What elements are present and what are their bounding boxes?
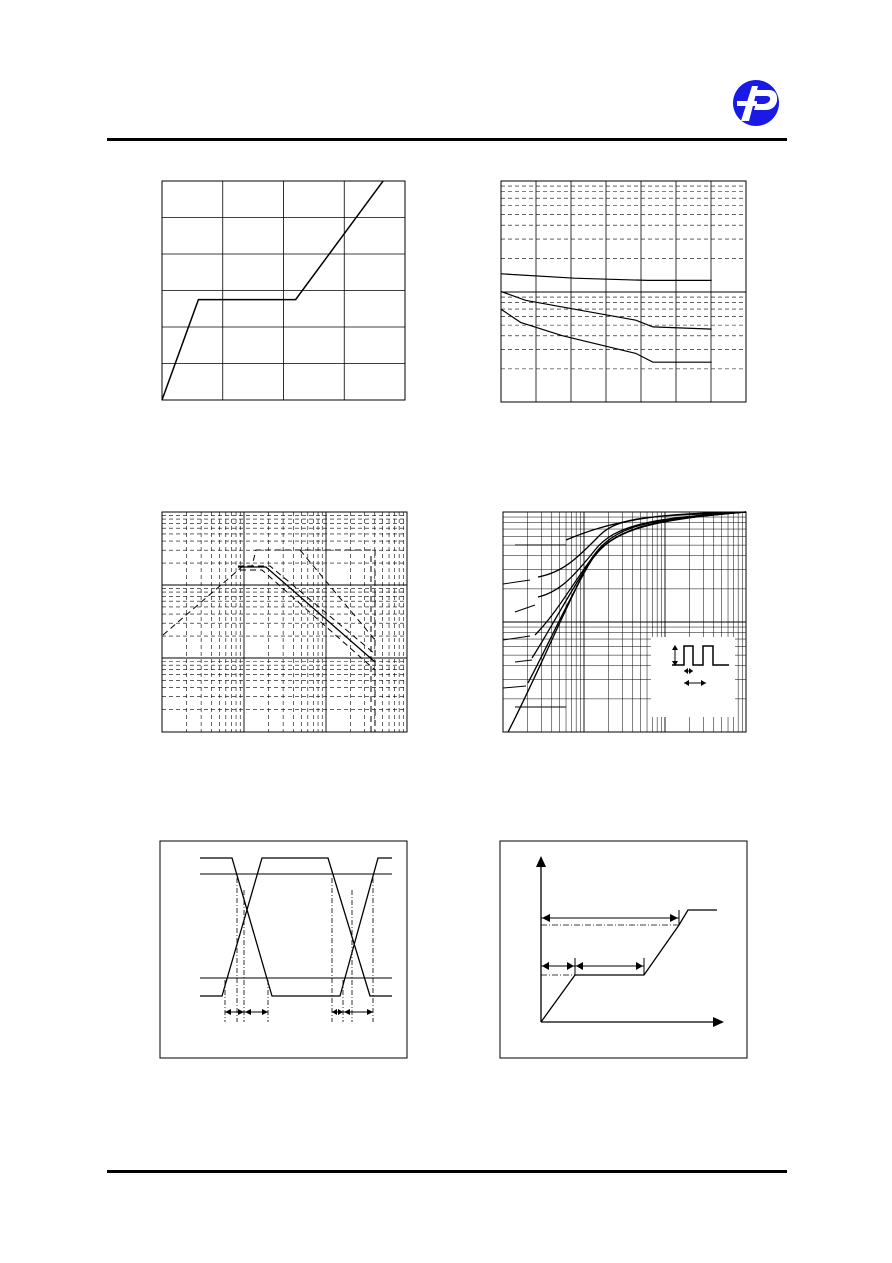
chart-grid (162, 512, 407, 732)
chart-log-decay (501, 181, 746, 402)
series-line-dashed (163, 550, 375, 732)
ap-logo-icon (733, 80, 779, 126)
chart-frame (162, 512, 407, 732)
series-line-dashed (300, 550, 375, 640)
chart-grid (501, 181, 746, 402)
chart-staircase (162, 181, 405, 400)
chart-safe-operating-area (162, 512, 407, 732)
footer-rule (107, 1170, 787, 1173)
series-line (238, 567, 375, 662)
page-header (107, 80, 787, 141)
gate-charge-diagram (500, 841, 747, 1058)
chart-grid (162, 181, 405, 400)
timing-arrows (225, 1009, 373, 1015)
pulse-waveform-inset (651, 637, 735, 717)
header-rule (107, 138, 787, 141)
series-group (163, 550, 375, 732)
charge-arrows (541, 910, 679, 975)
switching-waveform-diagram (160, 841, 407, 1058)
series-line (538, 512, 746, 577)
diagram-frame (500, 841, 747, 1058)
output-waveform (200, 858, 392, 996)
y-axis-arrow-icon (536, 856, 546, 867)
x-axis-arrow-icon (713, 1017, 724, 1027)
chart-thermal-impedance (503, 512, 746, 732)
timing-guides (225, 878, 373, 1022)
